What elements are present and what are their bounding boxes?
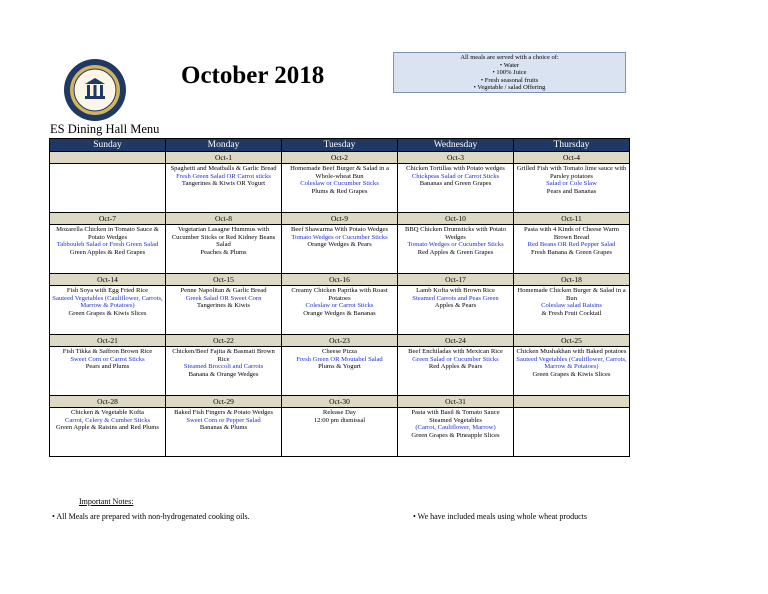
meal-fruit-dessert: Green Apple & Raisins and Red Plums (56, 424, 159, 432)
meals-info-line: • Fresh seasonal fruits (480, 76, 539, 84)
meal-side-option: (Carrot, Cauliflower, Marrow) (415, 424, 496, 432)
meal-fruit-dessert: Peaches & Plums (200, 248, 247, 256)
meal-side-option: Steamed Broccoli and Carrots (183, 363, 264, 371)
meal-fruit-dessert: & Fresh Fruit Cocktail (541, 309, 602, 317)
meal-main-dish: Homemade Beef Burger & Salad in a Whole-wheat Bun (290, 165, 389, 180)
meal-cell (398, 286, 514, 335)
menu-calendar (49, 138, 630, 457)
meal-main-dish: Homemade Chicken Burger & Salad in a Bun (517, 287, 626, 302)
meal-fruit-dessert: Pears and Bananas (546, 187, 597, 195)
date-cell: Oct-8 (166, 213, 282, 225)
meals-info-line: • Water (499, 61, 520, 69)
date-cell: Oct-18 (514, 274, 630, 286)
date-cell: Oct-25 (514, 335, 630, 347)
page-title: October 2018 (181, 62, 325, 89)
meal-fruit-dessert: Red Apples & Green Grapes (417, 248, 494, 256)
meal-cell (166, 225, 282, 274)
school-seal-logo (63, 58, 127, 122)
menu-subtitle: ES Dining Hall Menu (50, 122, 160, 136)
meal-cell (50, 286, 166, 335)
meal-cell (282, 225, 398, 274)
meal-cell (166, 164, 282, 213)
day-header: Wednesday (398, 139, 514, 152)
meal-side-option: Tabbouleh Salad or Fresh Green Salad (56, 241, 159, 249)
date-cell: Oct-9 (282, 213, 398, 225)
meal-cell (166, 286, 282, 335)
meal-cell (398, 408, 514, 457)
date-cell: Oct-3 (398, 152, 514, 164)
meal-side-option: Sauteed Vegetables (Cauliflower, Carrots, Marrow & Potatoes) (516, 355, 627, 371)
meal-cell (166, 408, 282, 457)
meals-info-line: • Vegetable / salad Offering (473, 84, 546, 92)
date-row (50, 396, 630, 408)
meal-cell (50, 347, 166, 396)
meal-side-option: Steamed Carrots and Peas Green (412, 294, 499, 302)
meal-cell (282, 347, 398, 396)
meal-main-dish: Baked Fish Fingers & Potato Wedges (174, 409, 273, 416)
date-cell: Oct-28 (50, 396, 166, 408)
meals-info-box (393, 52, 626, 93)
meal-main-dish: Penne Napolitan & Garlic Bread (180, 287, 267, 294)
date-row (50, 274, 630, 286)
meal-fruit-dessert: Plums & Red Grapes (311, 187, 368, 195)
meal-row (50, 164, 630, 213)
meals-info-line: • 100% Juice (492, 69, 527, 77)
meal-fruit-dessert: 12:00 pm dismissal (313, 416, 366, 424)
note-item: • We have included meals using whole wheat products (413, 512, 587, 521)
meal-side-option: Tomato Wedges or Cucumber Sticks (291, 233, 388, 241)
date-row (50, 213, 630, 225)
meal-fruit-dessert: Bananas and Green Grapes (419, 180, 492, 188)
meal-side-option: Coleslaw or Cucumber Sticks (300, 180, 379, 188)
date-cell: Oct-29 (166, 396, 282, 408)
meal-cell (166, 347, 282, 396)
meal-fruit-dessert: Banana & Orange Wedges (188, 370, 259, 378)
date-cell: Oct-21 (50, 335, 166, 347)
meal-cell (514, 286, 630, 335)
meal-main-dish: Fish Tikka & Saffron Brown Rice (62, 348, 153, 355)
date-cell: Oct-24 (398, 335, 514, 347)
meal-cell (514, 164, 630, 213)
meal-main-dish: Cheese Pizza (322, 348, 357, 355)
meal-fruit-dessert: Green Grapes & Kiwis Slices (68, 309, 147, 317)
meal-cell (514, 347, 630, 396)
meal-side-option: Salad or Cole Slaw (546, 180, 597, 188)
meal-row (50, 408, 630, 457)
meal-main-dish: Vegetarian Lasagne Hummus with Cucumber Sticks or Red Kidney Beans Salad (171, 226, 276, 249)
day-header: Tuesday (282, 139, 398, 152)
meal-main-dish: Lamb Kofta with Brown Rice (416, 287, 495, 294)
meal-main-dish: Chicken Tortillas with Potato wedges (406, 165, 505, 172)
meal-fruit-dessert: Tangerines & Kiwis OR Yogurt (181, 180, 266, 188)
meal-side-option: Red Beans OR Red Pepper Salad (527, 241, 616, 249)
meal-fruit-dessert: Orange Wedges & Bananas (303, 309, 376, 317)
meal-main-dish: Creamy Chicken Paprika with Roast Potatoes (291, 287, 388, 302)
meal-main-dish: Mozarella Chicken in Tomato Sauce & Potato Wedges (56, 226, 159, 241)
meal-side-option: Sweet Corn or Carrot Sticks (70, 355, 145, 363)
date-cell (514, 396, 630, 408)
meal-cell (398, 347, 514, 396)
meal-fruit-dessert: Plums & Yogurt (318, 363, 361, 371)
meal-side-option: Coleslaw or Carrot Sticks (305, 302, 374, 310)
day-header: Monday (166, 139, 282, 152)
meal-side-option: Fresh Green Salad OR Carrot sticks (176, 172, 271, 180)
meal-side-option: Carrot, Celery & Cumber Sticks (64, 416, 151, 424)
date-cell: Oct-14 (50, 274, 166, 286)
meal-fruit-dessert: Orange Wedges & Pears (307, 241, 372, 249)
meal-side-option: Chickpeas Salad or Carrot Sticks (411, 172, 500, 180)
meal-side-option: Sauteed Vegetables (Cauliflower, Carrots, Marrow & Potatoes) (52, 294, 163, 310)
notes-heading: Important Notes: (79, 497, 134, 506)
meal-fruit-dessert: Pears and Plums (85, 363, 130, 371)
meal-fruit-dessert: Green Grapes & Kiwis Slices (532, 370, 611, 378)
meal-side-option: Green Salad or Cucumber Sticks (412, 355, 499, 363)
meal-fruit-dessert: Tangerines & Kiwis (196, 302, 250, 310)
meal-main-dish: Chicken & Vegetable Kofta (71, 409, 144, 416)
meal-main-dish: Pasta with 4 Kinds of Cheese Warm Brown Bread (524, 226, 619, 241)
date-cell: Oct-22 (166, 335, 282, 347)
date-cell: Oct-30 (282, 396, 398, 408)
meal-side-option: Sweet Corn or Pepper Salad (186, 416, 261, 424)
meal-main-dish: Chicken/Beef Fajita & Basmati Brown Rice (172, 348, 275, 363)
meal-main-dish: Grilled Fish with Tomato lime sauce with Parsley potatoes (516, 165, 627, 180)
meal-cell (282, 408, 398, 457)
meal-row (50, 225, 630, 274)
meal-main-dish: Pasta with Basil & Tomato Sauce Steamed Vegetables (411, 409, 500, 424)
date-cell: Oct-7 (50, 213, 166, 225)
meal-main-dish: Spaghetti and Meatballs & Garlic Bread (170, 165, 277, 172)
meal-side-option: Fresh Green OR Moutabel Salad (296, 355, 383, 363)
note-item: • All Meals are prepared with non-hydrogenated cooking oils. (52, 512, 250, 521)
meal-cell (282, 164, 398, 213)
date-cell: Oct-1 (166, 152, 282, 164)
date-row (50, 152, 630, 164)
date-cell (50, 152, 166, 164)
meal-fruit-dessert: Green Apples & Red Grapes (69, 248, 146, 256)
meal-fruit-dessert: Bananas & Plums (199, 424, 248, 432)
date-cell: Oct-23 (282, 335, 398, 347)
meal-cell (282, 286, 398, 335)
meal-cell (50, 225, 166, 274)
meal-cell (50, 164, 166, 213)
meal-main-dish: Fish Soya with Egg Fried Rice (66, 287, 149, 294)
meal-side-option: Tomato Wedges or Cucumber Sticks (407, 241, 504, 249)
date-row (50, 335, 630, 347)
date-cell: Oct-2 (282, 152, 398, 164)
meal-side-option: Greek Salad OR Sweet Corn (185, 294, 262, 302)
meal-fruit-dessert: Red Apples & Pears (428, 363, 483, 371)
meal-cell (398, 164, 514, 213)
meal-fruit-dessert: Green Grapes & Pineapple Slices (411, 431, 500, 439)
meal-cell (514, 408, 630, 457)
meal-main-dish: Beef Shawarma With Potato Wedges (290, 226, 389, 233)
date-cell: Oct-4 (514, 152, 630, 164)
date-cell: Oct-31 (398, 396, 514, 408)
date-cell: Oct-17 (398, 274, 514, 286)
meal-cell (514, 225, 630, 274)
meal-row (50, 286, 630, 335)
date-cell: Oct-16 (282, 274, 398, 286)
meal-side-option: Coleslaw salad Raisins (541, 302, 602, 310)
date-cell: Oct-15 (166, 274, 282, 286)
meal-cell (50, 408, 166, 457)
meal-main-dish: Chicken Mushakhan with Baked potatoes (516, 348, 627, 355)
day-header-row (50, 139, 630, 152)
meal-main-dish: BBQ Chicken Drumsticks with Potato Wedges (404, 226, 507, 241)
day-header: Sunday (50, 139, 166, 152)
date-cell: Oct-10 (398, 213, 514, 225)
meal-main-dish: Beef Enchiladas with Mexican Rice (408, 348, 503, 355)
meal-fruit-dessert: Fresh Banana & Green Grapes (531, 248, 612, 256)
meal-cell (398, 225, 514, 274)
meals-info-line: All meals are served with a choice of: (460, 54, 559, 61)
day-header: Thursday (514, 139, 630, 152)
meal-fruit-dessert: Apples & Pears (434, 302, 477, 310)
meal-row (50, 347, 630, 396)
meal-main-dish: Release Day (322, 409, 357, 416)
date-cell: Oct-11 (514, 213, 630, 225)
